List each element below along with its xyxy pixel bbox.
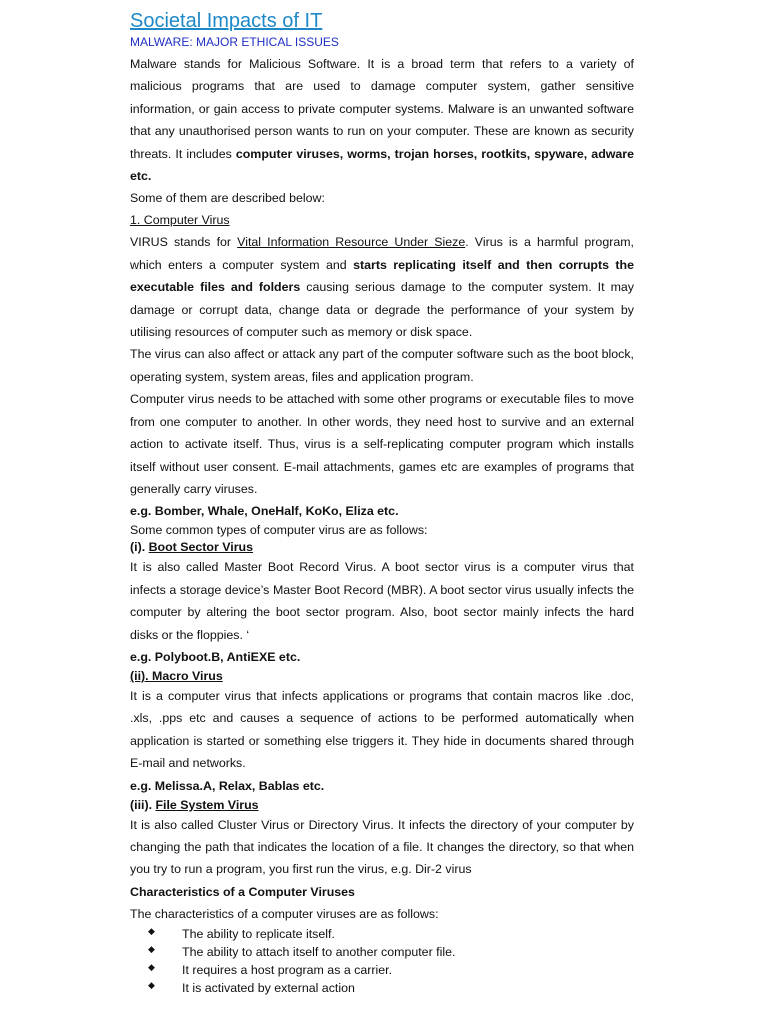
section-subtitle: MALWARE: MAJOR ETHICAL ISSUES xyxy=(130,35,339,49)
file-system-title: File System Virus xyxy=(155,797,259,812)
cv-p1-bold-text: starts replicating itself and then corrupts the executable files and folders xyxy=(130,257,634,295)
bullet-icon: ◆ xyxy=(148,979,155,990)
virus-acronym-expansion: Vital Information Resource Under Sieze xyxy=(237,235,466,250)
boot-sector-paragraph: It is also called Master Boot Record Virus. A boot sector virus is a computer virus that infects a storage device’s Master Boot Record (MBR). A boot sector virus usually infects the computer by altering the boot sector program. Also, boot sector mainly infects the hard disks or the floppies. ‘ xyxy=(130,560,634,642)
computer-virus-heading: 1. Computer Virus xyxy=(130,213,230,228)
computer-virus-paragraph-2: The virus can also affect or attack any part of the computer software such as the boot block, operating system, system areas, files and application program. xyxy=(130,347,634,384)
list-item xyxy=(130,961,634,979)
boot-sector-examples: e.g. Polyboot.B, AntiEXE etc. xyxy=(130,649,301,664)
cv-p1-text-2: . Virus is a harmful program, which enters a computer system and xyxy=(130,235,634,272)
macro-virus-paragraph: It is a computer virus that infects applications or programs that contain macros like .doc, .xls, .pps etc and causes a sequence of actions to be performed automatically when application is started or something else triggers it. They hide in documents shared through E-mail and networks. xyxy=(130,688,634,771)
list-item-text: The ability to replicate itself. xyxy=(182,926,335,941)
file-system-paragraph: It is also called Cluster Virus or Directory Virus. It infects the directory of your computer by changing the path that indicates the location of a file. It changes the directory, so that when you try to run a program, you first run the virus, e.g. Dir-2 virus xyxy=(130,817,634,877)
list-item-text: It is activated by external action xyxy=(182,980,355,995)
cv-p1-text-1: VIRUS stands for xyxy=(130,235,238,250)
file-system-prefix: (iii). xyxy=(130,797,156,812)
types-intro: Some common types of computer virus are as follows: xyxy=(130,523,428,538)
boot-sector-heading xyxy=(130,539,634,556)
page-title: Societal Impacts of IT xyxy=(130,10,323,32)
computer-virus-paragraph-1 xyxy=(130,231,634,343)
boot-sector-prefix: (i). xyxy=(130,540,149,555)
list-item-text: It requires a host program as a carrier. xyxy=(182,962,393,977)
intro-text: Malware stands for Malicious Software. It is a broad term that refers to a variety of malicious programs that are used to damage computer system, gather sensitive information, or gain access to private computer systems. Malware is an unwanted software that any unauthorised person wants to run on your computer. These are known as security threats. It includes xyxy=(130,57,634,161)
cv-p1-text-3: causing serious damage to the computer system. It may damage or corrupt data, change data or degrade the performance of your system by utilising resources of computer such as memory or disk space. xyxy=(130,280,634,340)
intro-paragraph xyxy=(130,53,634,187)
characteristics-intro: The characteristics of a computer viruses are as follows: xyxy=(130,906,439,921)
computer-virus-paragraph-3: Computer virus needs to be attached with some other programs or executable files to move from one computer to another. In other words, they need host to survive and an external action to activate itself. Thus, virus is a self-replicating computer program which installs itself without user consent. E-mail attachments, games etc are examples of programs that generally carry viruses. xyxy=(130,392,634,496)
bullet-icon: ◆ xyxy=(148,961,155,972)
macro-virus-heading: (ii). Macro Virus xyxy=(130,668,223,683)
intro-bold-list: computer viruses, worms, trojan horses, rootkits, spyware, adware etc. xyxy=(130,146,635,184)
characteristics-heading: Characteristics of a Computer Viruses xyxy=(130,884,355,899)
list-item-text: The ability to attach itself to another computer file. xyxy=(182,944,456,959)
list-item xyxy=(130,943,634,961)
computer-virus-examples: e.g. Bomber, Whale, OneHalf, KoKo, Eliza etc. xyxy=(130,504,399,519)
macro-virus-examples: e.g. Melissa.A, Relax, Bablas etc. xyxy=(130,778,325,793)
bullet-icon: ◆ xyxy=(148,925,155,936)
bullet-icon: ◆ xyxy=(148,943,155,954)
characteristics-list xyxy=(130,925,634,997)
boot-sector-title: Boot Sector Virus xyxy=(148,540,254,555)
file-system-heading xyxy=(130,797,634,814)
list-item xyxy=(130,979,634,997)
document-page xyxy=(130,8,634,997)
some-described-text: Some of them are described below: xyxy=(130,191,325,206)
list-item xyxy=(130,925,634,943)
